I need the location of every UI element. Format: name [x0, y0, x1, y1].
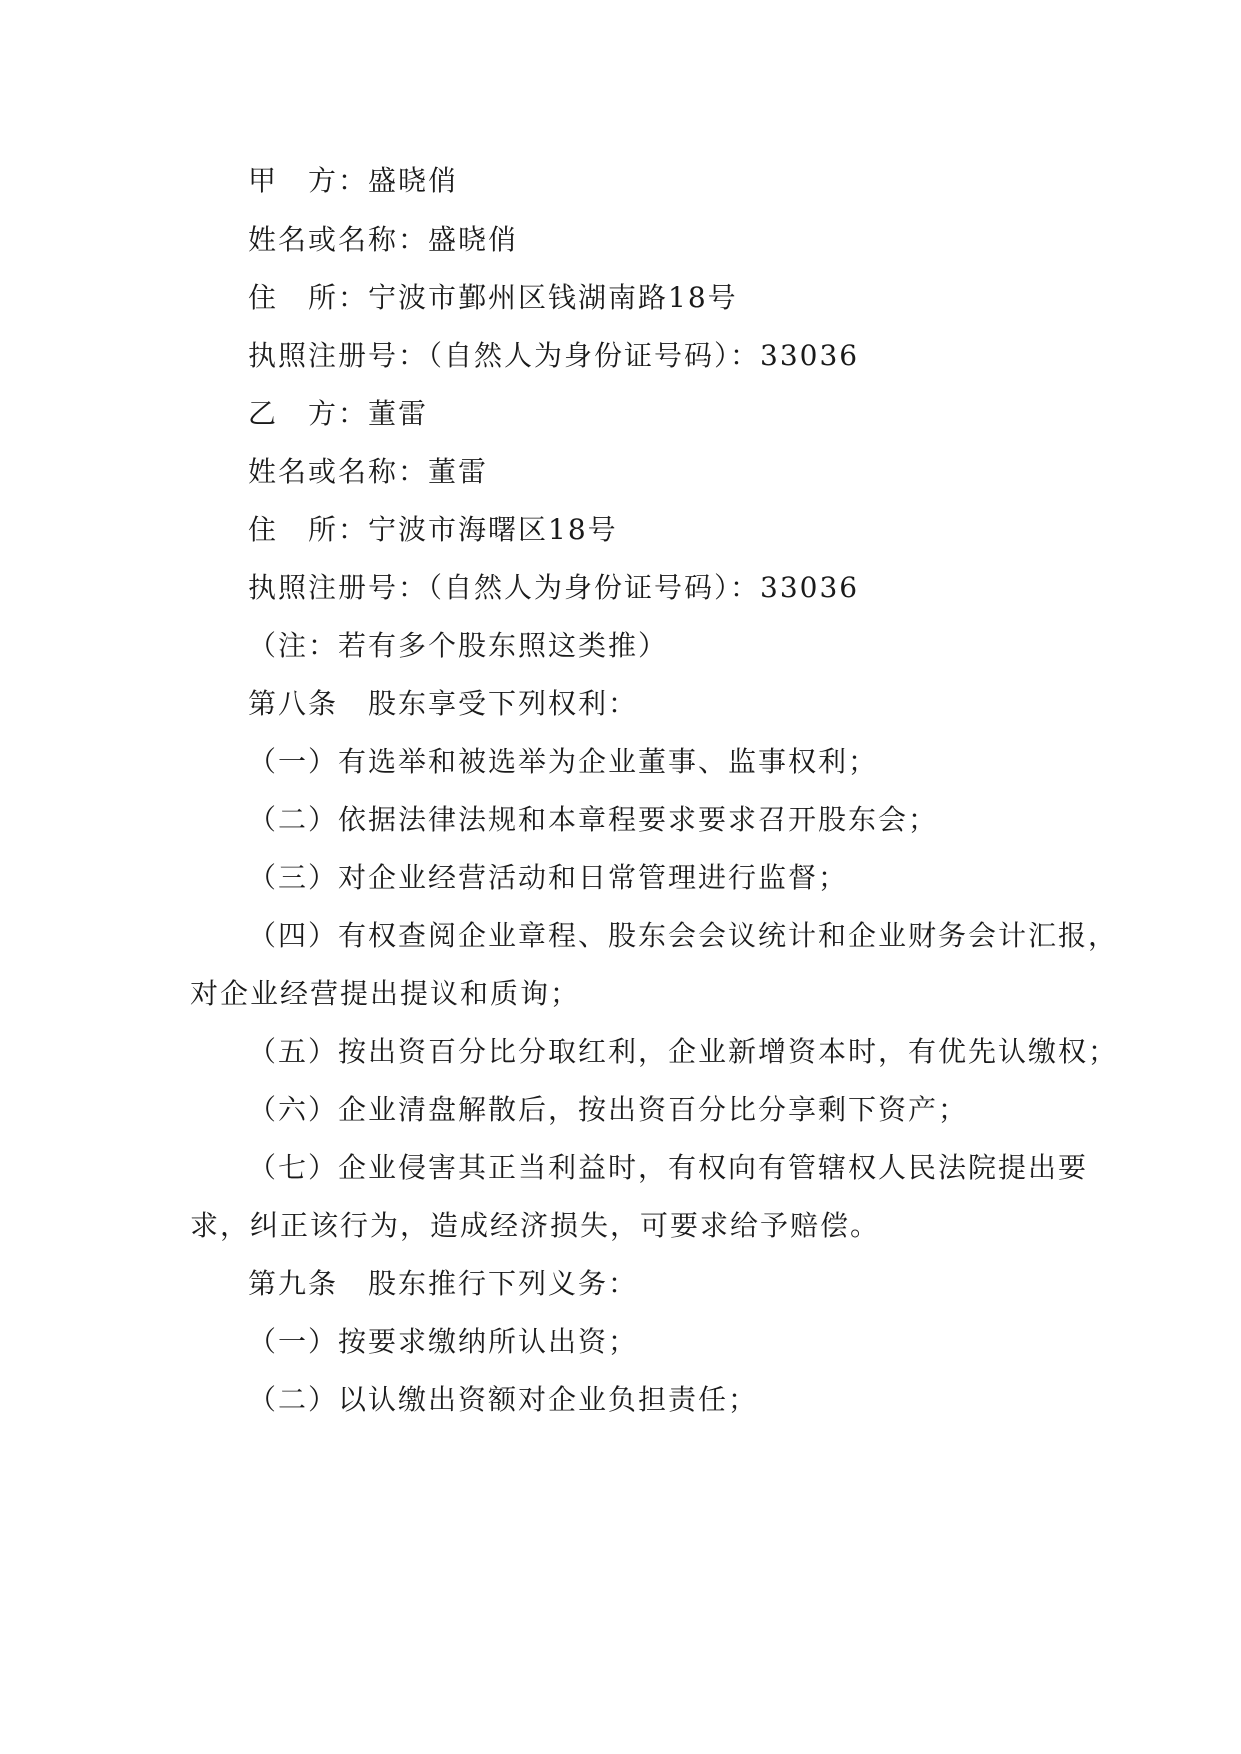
note-line: （注：若有多个股东照这类推）: [248, 629, 669, 662]
article-9-heading: 第九条 股东推行下列义务：: [248, 1267, 639, 1300]
party-b-name: 姓名或名称：董雷: [248, 455, 489, 488]
party-a-name: 姓名或名称：盛晓俏: [248, 223, 519, 256]
article-9-item-1: （一）按要求缴纳所认出资；: [248, 1325, 639, 1358]
article-8-heading: 第八条 股东享受下列权利：: [248, 687, 639, 720]
party-a-label: 甲 方：盛晓俏: [248, 164, 459, 197]
article-8-item-4-cont: 对企业经营提出提议和质询；: [190, 977, 581, 1010]
article-8-item-3: （三）对企业经营活动和日常管理进行监督；: [248, 861, 849, 894]
article-9-item-2: （二）以认缴出资额对企业负担责任；: [248, 1383, 759, 1416]
article-8-item-7: （七）企业侵害其正当利益时，有权向有管辖权人民法院提出要: [248, 1151, 1089, 1184]
article-8-item-1: （一）有选举和被选举为企业董事、监事权利；: [248, 745, 879, 778]
article-8-item-6: （六）企业清盘解散后，按出资百分比分享剩下资产；: [248, 1093, 969, 1126]
article-8-item-5: （五）按出资百分比分取红利，企业新增资本时，有优先认缴权；: [248, 1035, 1119, 1068]
party-a-license: 执照注册号：（自然人为身份证号码）：33036: [248, 339, 860, 372]
party-a-address: 住 所：宁波市鄞州区钱湖南路18号: [248, 281, 738, 314]
party-b-address: 住 所：宁波市海曙区18号: [248, 513, 618, 546]
article-8-item-4: （四）有权查阅企业章程、股东会会议统计和企业财务会计汇报，: [248, 919, 1119, 952]
article-8-item-2: （二）依据法律法规和本章程要求要求召开股东会；: [248, 803, 939, 836]
party-b-label: 乙 方：董雷: [248, 397, 429, 430]
article-8-item-7-cont: 求，纠正该行为，造成经济损失，可要求给予赔偿。: [190, 1209, 881, 1242]
party-b-license: 执照注册号：（自然人为身份证号码）：33036: [248, 571, 860, 604]
